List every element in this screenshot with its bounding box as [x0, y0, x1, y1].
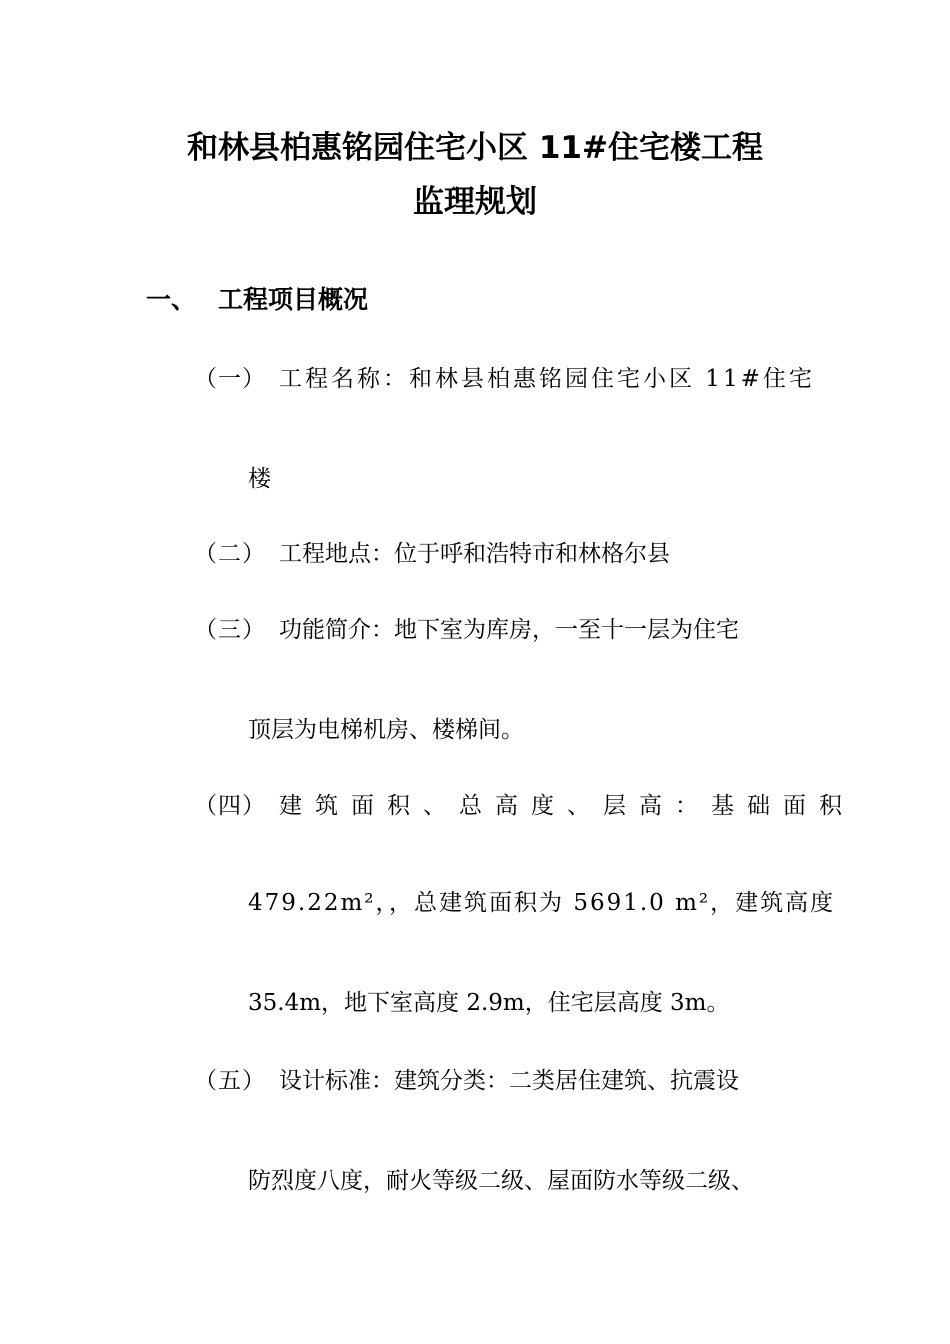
item-continuation: 楼 [248, 466, 271, 492]
item-text: 工程名称：和林县柏惠铭园住宅小区 11#住宅 [279, 366, 815, 392]
section-number: 一、 [146, 285, 197, 314]
section-heading [146, 282, 368, 318]
item-text: 工程地点：位于呼和浩特市和林格尔县 [279, 541, 670, 567]
section-title: 工程项目概况 [218, 285, 369, 314]
item-text: 功能简介：地下室为库房，一至十一层为住宅 [279, 617, 739, 643]
document-title-line1: 和林县柏惠铭园住宅小区 11#住宅楼工程 [187, 130, 763, 166]
item-continuation: 35.4m，地下室高度 2.9m，住宅层高度 3m。 [248, 990, 730, 1016]
item-label: （五） [194, 1068, 266, 1094]
document-title-line2: 监理规划 [413, 184, 537, 220]
item-continuation: 479.22m²，，总建筑面积为 5691.0 m²，建筑高度 [248, 890, 836, 916]
item-continuation: 顶层为电梯机房、楼梯间。 [248, 717, 524, 743]
item-label: （一） [194, 366, 266, 392]
item-text: 设计标准：建筑分类：二类居住建筑、抗震设 [279, 1068, 739, 1094]
item-text: 建筑面积、总高度、层高：基础面积 [279, 793, 855, 819]
item-label: （三） [194, 617, 266, 643]
item-label: （四） [194, 793, 266, 819]
item-continuation: 防烈度八度，耐火等级二级、屋面防水等级二级、 [248, 1168, 754, 1194]
item-label: （二） [194, 541, 266, 567]
